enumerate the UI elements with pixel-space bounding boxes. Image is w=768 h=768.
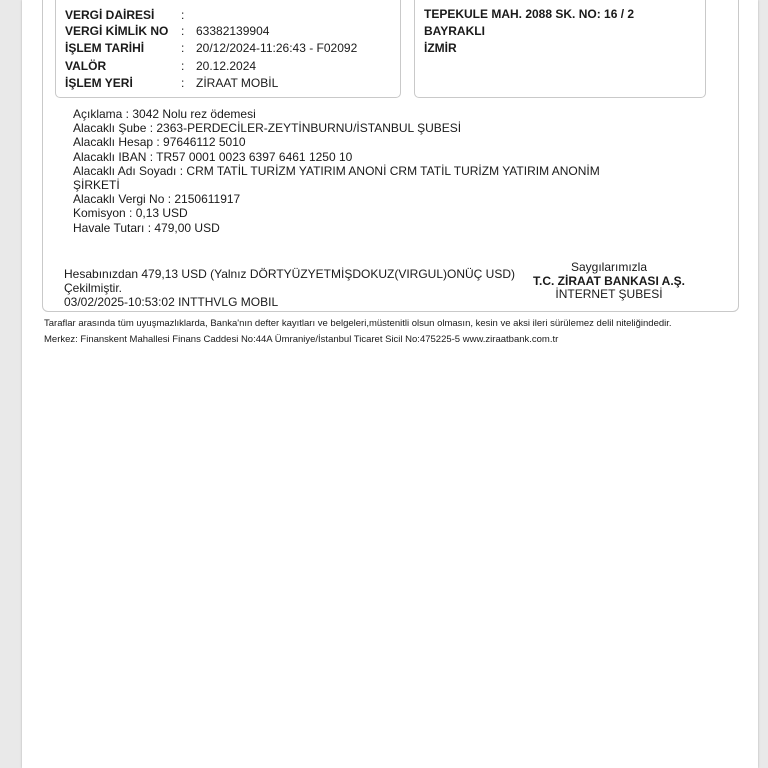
address-text xyxy=(424,6,694,57)
info-label: İŞLEM TARİHİ xyxy=(65,41,145,55)
commission: Komisyon : 0,13 USD xyxy=(73,206,188,221)
info-label: VERGİ DAİRESİ xyxy=(65,8,155,22)
withdrawal-amount: Hesabınızdan 479,13 USD (Yalnız DÖRTYÜZYETMİŞDOKUZ(VIRGUL)ONÜÇ USD) xyxy=(64,267,516,281)
bank-signature xyxy=(524,261,694,302)
transfer-details xyxy=(73,107,613,235)
info-label: İŞLEM YERİ xyxy=(65,76,133,90)
info-value: 63382139904 xyxy=(196,24,270,38)
address-line: İZMİR xyxy=(424,41,457,55)
receiver-account: Alacaklı Hesap : 97646112 5010 xyxy=(73,135,246,150)
info-row-tax-id: VERGİ KİMLİK NO : 63382139904 xyxy=(65,24,270,38)
signature-bank: T.C. ZİRAAT BANKASI A.Ş. xyxy=(533,273,685,288)
info-value: ZİRAAT MOBİL xyxy=(196,76,279,90)
description: Açıklama : 3042 Nolu rez ödemesi xyxy=(73,107,256,121)
receiver-branch: Alacaklı Şube : 2363-PERDECİLER-ZEYTİNBURNU/İSTANBUL ŞUBESİ xyxy=(73,121,462,136)
info-value: 20/12/2024-11:26:43 - F02092 xyxy=(196,41,358,55)
receiver-tax-no: Alacaklı Vergi No : 2150611917 xyxy=(73,192,241,207)
withdrawal-timestamp: 03/02/2025-10:53:02 INTTHVLG MOBIL xyxy=(64,295,279,309)
receiver-name-cont: ŞİRKETİ xyxy=(73,178,120,193)
legal-disclaimer: Taraflar arasında tüm uyuşmazlıklarda, Banka'nın defter kayıtları ve belgeleri,müstenitli olsun olmasın, kesin ve aksi ileri sürülemez delil niteliğindedir. xyxy=(44,318,672,329)
withdrawal-status: Çekilmiştir. xyxy=(64,281,123,295)
transfer-amount: Havale Tutarı : 479,00 USD xyxy=(73,220,220,235)
info-row-transaction-date: İŞLEM TARİHİ : 20/12/2024-11:26:43 - F02092 xyxy=(65,41,358,55)
info-row-tax-office: VERGİ DAİRESİ : xyxy=(65,8,185,22)
info-row-transaction-place: İŞLEM YERİ : ZİRAAT MOBİL xyxy=(65,76,279,90)
receiver-iban: Alacaklı IBAN : TR57 0001 0023 6397 6461 1250 10 xyxy=(73,149,353,164)
info-value: 20.12.2024 xyxy=(196,59,257,73)
info-label: VERGİ KİMLİK NO xyxy=(65,24,169,38)
address-line: TEPEKULE MAH. 2088 SK. NO: 16 / 2 BAYRAKLI xyxy=(424,7,635,38)
receiver-name: Alacaklı Adı Soyadı : CRM TATİL TURİZM YATIRIM ANONİ CRM TATİL TURİZM YATIRIM ANONİM xyxy=(73,163,600,178)
withdrawal-info xyxy=(64,267,534,309)
signature-branch: İNTERNET ŞUBESİ xyxy=(555,287,663,301)
headquarters-address: Merkez: Finanskent Mahallesi Finans Caddesi No:44A Ümraniye/İstanbul Ticaret Sicil No:475225-5 www.ziraatbank.com.tr xyxy=(44,334,559,345)
info-label: VALÖR xyxy=(65,59,107,73)
info-row-value-date: VALÖR : 20.12.2024 xyxy=(65,59,257,73)
signature-greeting: Saygılarımızla xyxy=(570,260,648,274)
receipt-page xyxy=(22,0,758,768)
